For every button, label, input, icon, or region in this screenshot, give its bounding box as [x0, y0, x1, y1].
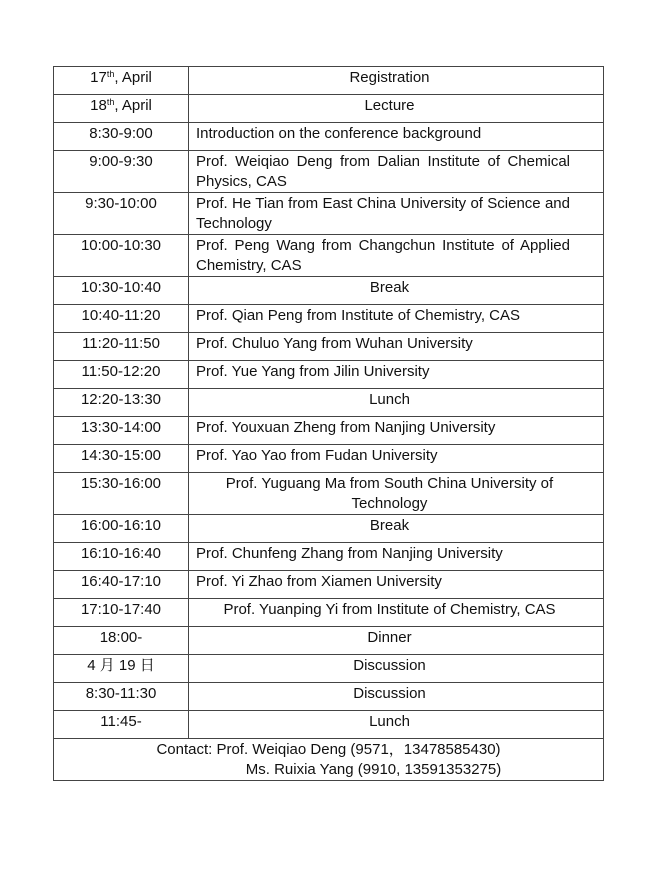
time-cell: 11:20-11:50: [54, 333, 189, 361]
activity-cell: Registration: [189, 67, 604, 95]
time-cell: 9:30-10:00: [54, 193, 189, 235]
schedule-row: [54, 473, 604, 515]
time-cell: 8:30-11:30: [54, 683, 189, 711]
contact-cell: [54, 739, 604, 781]
date-ordinal: th: [106, 69, 115, 79]
schedule-row: [54, 711, 604, 739]
schedule-row: [54, 417, 604, 445]
schedule-row: [54, 683, 604, 711]
time-cell: 11:45-: [54, 711, 189, 739]
conference-schedule-table: [53, 66, 604, 781]
time-cell: 15:30-16:00: [54, 473, 189, 515]
activity-cell: Break: [189, 515, 604, 543]
contact-line-1: Contact: Prof. Weiqiao Deng (9571，13478585430): [156, 741, 501, 758]
activity-cell: Prof. Yue Yang from Jilin University: [189, 361, 604, 389]
activity-cell: Prof. Yao Yao from Fudan University: [189, 445, 604, 473]
schedule-body: [54, 67, 604, 781]
time-cell: 17:10-17:40: [54, 599, 189, 627]
contact-row: [54, 739, 604, 781]
time-cell: 13:30-14:00: [54, 417, 189, 445]
date-ordinal: th: [106, 97, 115, 107]
date-cell: 4 月 19 日: [54, 655, 189, 683]
activity-cell: Introduction on the conference background: [189, 123, 604, 151]
schedule-row: [54, 151, 604, 193]
schedule-row: [54, 515, 604, 543]
time-cell: 16:10-16:40: [54, 543, 189, 571]
date-day: 18: [90, 97, 107, 114]
activity-cell: Prof. Chuluo Yang from Wuhan University: [189, 333, 604, 361]
time-cell: 18:00-: [54, 627, 189, 655]
time-cell: 10:00-10:30: [54, 235, 189, 277]
activity-cell: Prof. Yuguang Ma from South China University of Technology: [189, 473, 604, 515]
schedule-row: [54, 571, 604, 599]
schedule-row: [54, 193, 604, 235]
activity-cell: Prof. Yi Zhao from Xiamen University: [189, 571, 604, 599]
date-month: , April: [114, 97, 152, 114]
activity-cell: Discussion: [189, 683, 604, 711]
activity-cell: Break: [189, 277, 604, 305]
schedule-row: [54, 235, 604, 277]
activity-cell: Prof. Peng Wang from Changchun Institute of Applied Chemistry, CAS: [189, 235, 604, 277]
schedule-row: [54, 655, 604, 683]
activity-cell: Lunch: [189, 711, 604, 739]
time-cell: 8:30-9:00: [54, 123, 189, 151]
activity-cell: Prof. Qian Peng from Institute of Chemistry, CAS: [189, 305, 604, 333]
time-cell: 10:40-11:20: [54, 305, 189, 333]
activity-cell: Lecture: [189, 95, 604, 123]
schedule-row: [54, 95, 604, 123]
activity-cell: Prof. Weiqiao Deng from Dalian Institute of Chemical Physics, CAS: [189, 151, 604, 193]
activity-cell: Dinner: [189, 627, 604, 655]
date-day: 17: [90, 69, 107, 86]
contact-line-2: Ms. Ruixia Yang (9910, 13591353275): [245, 761, 502, 778]
schedule-row: [54, 67, 604, 95]
time-cell: 16:00-16:10: [54, 515, 189, 543]
time-cell: 14:30-15:00: [54, 445, 189, 473]
activity-cell: Lunch: [189, 389, 604, 417]
schedule-row: [54, 123, 604, 151]
activity-cell: Prof. Yuanping Yi from Institute of Chemistry, CAS: [189, 599, 604, 627]
schedule-row: [54, 277, 604, 305]
date-cell: [54, 67, 189, 95]
date-cell: [54, 95, 189, 123]
activity-cell: Prof. He Tian from East China University of Science and Technology: [189, 193, 604, 235]
schedule-row: [54, 389, 604, 417]
activity-cell: Prof. Youxuan Zheng from Nanjing University: [189, 417, 604, 445]
schedule-row: [54, 305, 604, 333]
schedule-row: [54, 333, 604, 361]
time-cell: 10:30-10:40: [54, 277, 189, 305]
schedule-row: [54, 543, 604, 571]
schedule-row: [54, 599, 604, 627]
activity-cell: Discussion: [189, 655, 604, 683]
time-cell: 12:20-13:30: [54, 389, 189, 417]
date-month: , April: [114, 69, 152, 86]
schedule-row: [54, 361, 604, 389]
time-cell: 9:00-9:30: [54, 151, 189, 193]
time-cell: 16:40-17:10: [54, 571, 189, 599]
schedule-row: [54, 445, 604, 473]
schedule-row: [54, 627, 604, 655]
activity-cell: Prof. Chunfeng Zhang from Nanjing University: [189, 543, 604, 571]
time-cell: 11:50-12:20: [54, 361, 189, 389]
